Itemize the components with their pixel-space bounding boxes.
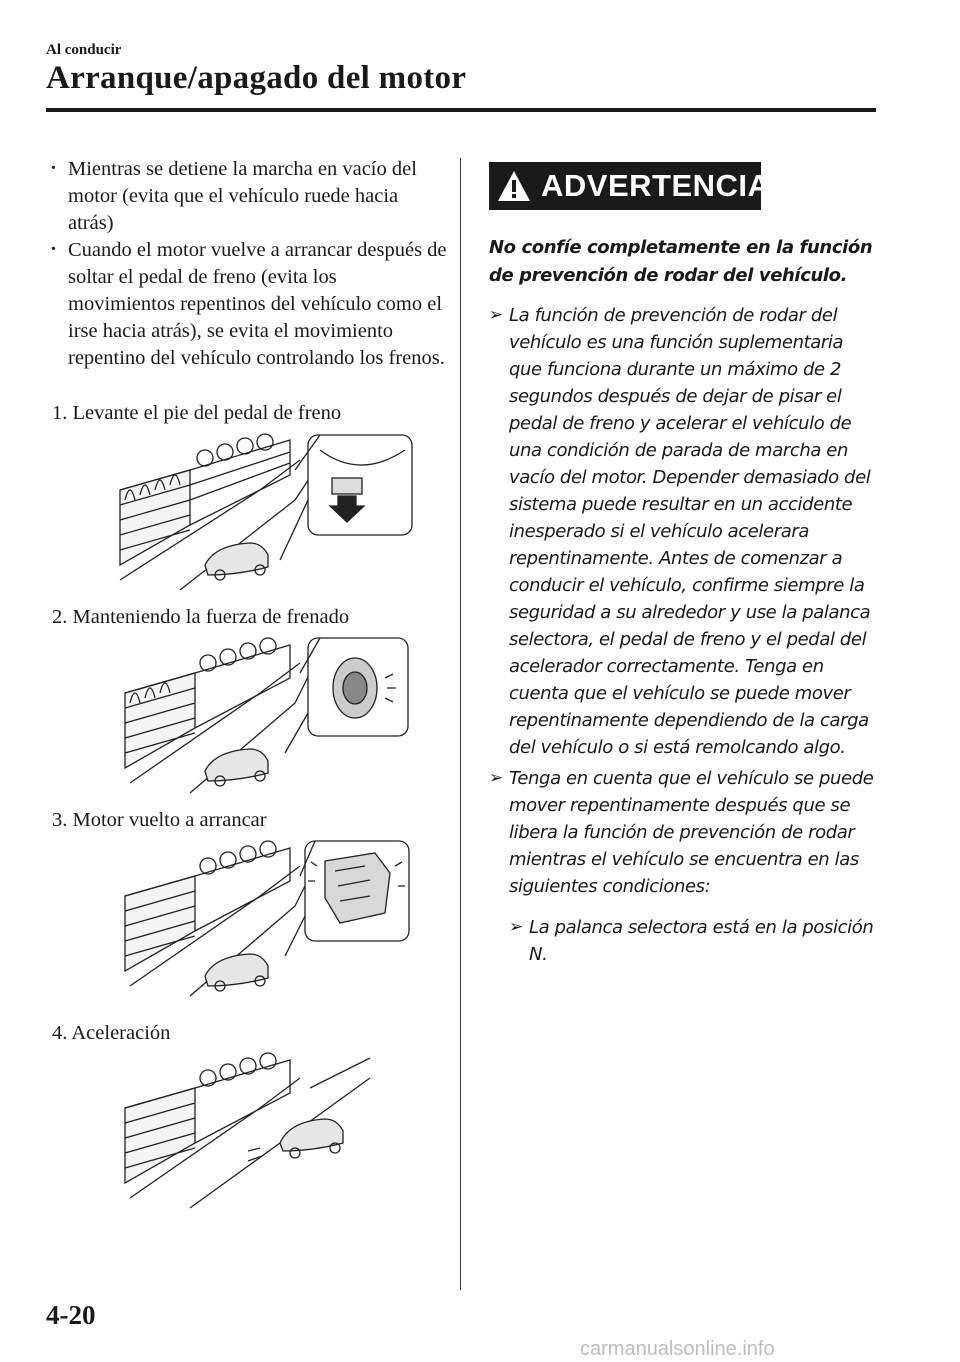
arrow-bullet-icon: ➢ — [489, 305, 503, 325]
warning-triangle-icon — [497, 170, 531, 202]
section-label: Al conducir — [46, 42, 122, 58]
left-column — [48, 156, 448, 372]
warning-subitem — [509, 914, 879, 968]
warning-banner — [489, 162, 771, 210]
warning-item — [489, 765, 879, 900]
bullet-item: · Cuando el motor vuelve a arrancar después de soltar el pedal de freno (evita los movimientos repentinos del vehículo como el irse hacia atrás), se evita el movimiento repentino del vehículo controlando los frenos. — [48, 237, 448, 372]
watermark: carmanualsonline.info — [580, 1338, 775, 1360]
illustration-acceleration — [110, 1048, 415, 1213]
warning-label: ADVERTENCIA — [541, 168, 771, 203]
arrow-bullet-icon: ➢ — [489, 768, 503, 788]
warning-item — [489, 302, 879, 761]
step-4: 4. Aceleración — [52, 1022, 171, 1044]
warning-subitem-text: La palanca selectora está en la posición N. — [529, 917, 874, 965]
bullet-item: · Mientras se detiene la marcha en vacío del motor (evita que el vehículo ruede hacia atrás) — [48, 156, 448, 237]
illustration-engine-restart — [110, 836, 415, 1001]
warning-heading: No confíe completamente en la función de prevención de rodar del vehículo. — [489, 237, 873, 286]
column-divider — [460, 158, 461, 1290]
warning-item-text: Tenga en cuenta que el vehículo se puede mover repentinamente después que se libera la función de prevención de rodar mientras el vehículo se encuentra en las siguientes condiciones: — [509, 768, 874, 897]
warning-list — [489, 302, 879, 972]
step-3: 3. Motor vuelto a arrancar — [52, 809, 267, 831]
illustration-brake-hold — [110, 633, 415, 798]
step-1: 1. Levante el pie del pedal de freno — [52, 402, 342, 424]
title-rule — [46, 108, 876, 112]
arrow-bullet-icon: ➢ — [509, 917, 523, 937]
illustration-brake-release — [110, 430, 415, 595]
page-number: 4-20 — [46, 1300, 96, 1330]
warning-item-text: La función de prevención de rodar del vehículo es una función suplementaria que funciona durante un máximo de 2 segundos después de dejar de pisar el pedal de freno y acelerar el vehículo de una condición de parada de marcha en vacío del motor. Depender demasiado del sistema puede resultar en un accidente inesperado si el vehículo acelerara repentinamente. Antes de comenzar a conducir el vehículo, confirme siempre la seguridad a su alrededor y use la palanca selectora, el pedal de freno y el pedal del acelerador correctamente. Tenga en cuenta que el vehículo se puede mover repentinamente dependiendo de la carga del vehículo o si está remolcando algo. — [509, 305, 871, 758]
step-2: 2. Manteniendo la fuerza de frenado — [52, 606, 350, 628]
page-title: Arranque/apagado del motor — [46, 60, 467, 96]
